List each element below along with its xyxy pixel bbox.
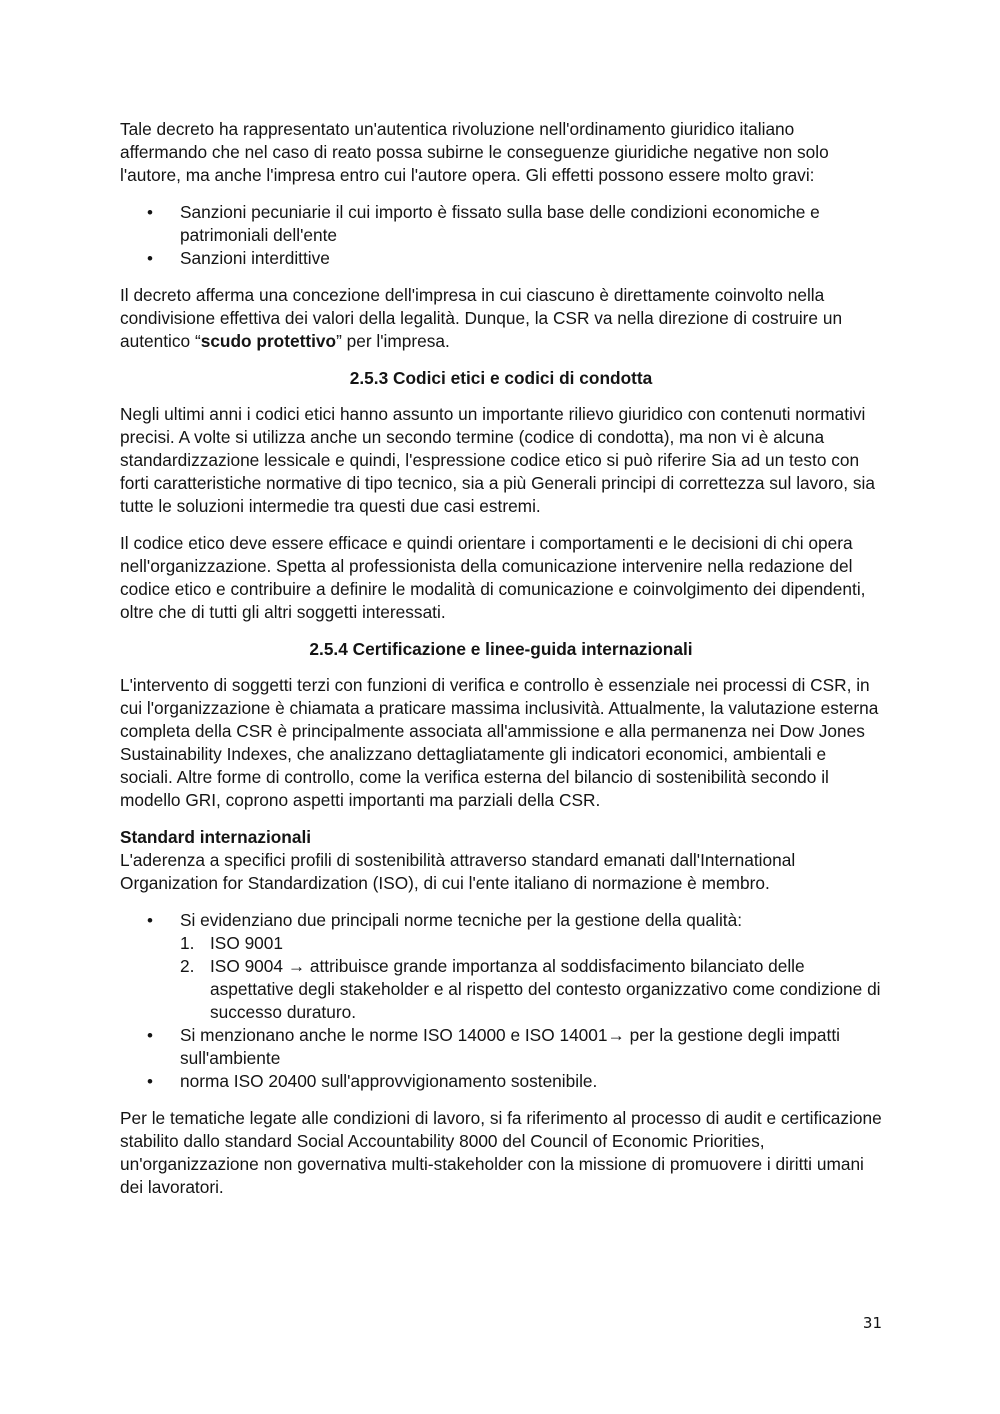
section-heading-253: 2.5.3 Codici etici e codici di condotta — [349, 368, 653, 388]
decree-text-end: ” per l'impresa. — [336, 331, 450, 351]
iso-list — [120, 909, 882, 1093]
item-text: ISO 9004 → attribuisce grande importanza al soddisfacimento bilanciato delle aspettative degli stakeholder e al rispetto del contesto organizzativo come condizione di successo duraturo. — [210, 956, 881, 1022]
iso-paragraph: L'aderenza a specifici profili di sostenibilità attraverso standard emanati dall'International Organization for Standardization (ISO), di cui l'ente italiano di normazione è membro. — [120, 850, 796, 893]
sa8000-paragraph: Per le tematiche legate alle condizioni di lavoro, si fa riferimento al processo di audit e certificazione stabilito dallo standard Social Accountability 8000 del Council of Economic Priorities, un'organizzazione non governativa multi-stakeholder con la missione di promuovere i diritti umani dei lavoratori. — [120, 1108, 882, 1197]
list-item: • norma ISO 20400 sull'approvvigionamento sostenibile. — [120, 1070, 882, 1093]
standards-subheading: Standard internazionali — [120, 827, 312, 847]
item-number: 1. — [180, 933, 195, 953]
ethics-codes-paragraph: Negli ultimi anni i codici etici hanno assunto un importante rilievo giuridico con contenuti normativi precisi. A volte si utilizza anche un secondo termine (codice di condotta), ma non vi è alcuna standardizzazione lessicale e quindi, l'espressione codice etico si può riferire Sia ad un testo con forti caratteristiche normative di tipo tecnico, sia a più Generali principi di correttezza sul lavoro, sia tutte le soluzioni intermedie tra questi due casi estremi. — [120, 404, 875, 516]
numbered-item — [180, 932, 882, 955]
section-heading-254: 2.5.4 Certificazione e linee-guida internazionali — [309, 639, 693, 659]
decree-text-start: Il decreto afferma una concezione dell'impresa in cui ciascuno è direttamente coinvolto nella condivisione effettiva dei valori della legalità. Dunque, la CSR va nella direzione di costruire un autentico “ — [120, 285, 843, 351]
certification-paragraph: L'intervento di soggetti terzi con funzioni di verifica e controllo è essenziale nei processi di CSR, in cui l'organizzazione è chiamata a praticare massima inclusività. Attualmente, la valutazione esterna completa della CSR è principalmente associata all'ammissione e alla permanenza nei Dow Jones Sustainability Indexes, che analizzano dettagliatamente gli indicatori economici, ambientali e sociali. Altre forme di controllo, come la verifica esterna del bilancio di sostenibilità secondo il modello GRI, coprono aspetti importanti ma parziali della CSR. — [120, 675, 879, 810]
decree-paragraph — [120, 284, 882, 353]
ethics-code-role-paragraph: Il codice etico deve essere efficace e quindi orientare i comportamenti e le decisioni di chi opera nell'organizzazione. Spetta al professionista della comunicazione intervenire nella redazione del codice etico e contribuire a definire le modalità di comunicazione e coinvolgimento dei dipendenti, oltre che di tutti gli altri soggetti interessati. — [120, 533, 866, 622]
quality-norms-list — [180, 932, 882, 1024]
bold-phrase: scudo protettivo — [200, 331, 337, 351]
page-number: 31 — [862, 1314, 882, 1332]
item-text: ISO 9001 — [210, 933, 284, 953]
list-item-text: Si evidenziano due principali norme tecniche per la gestione della qualità: — [180, 910, 742, 930]
sanctions-list — [120, 201, 882, 270]
list-item: • Sanzioni interdittive — [120, 247, 882, 270]
item-number: 2. — [180, 956, 195, 976]
list-item — [120, 909, 882, 1024]
list-item: • Sanzioni pecuniarie il cui importo è fissato sulla base delle condizioni economiche e patrimoniali dell'ente — [120, 201, 882, 247]
list-item: • Si menzionano anche le norme ISO 14000 e ISO 14001→ per la gestione degli impatti sull'ambiente — [120, 1024, 882, 1070]
numbered-item — [180, 955, 882, 1024]
intro-paragraph: Tale decreto ha rappresentato un'autentica rivoluzione nell'ordinamento giuridico italiano affermando che nel caso di reato possa subirne le conseguenze giuridiche negative non solo l'autore, ma anche l'impresa entro cui l'autore opera. Gli effetti possono essere molto gravi: — [120, 119, 829, 185]
